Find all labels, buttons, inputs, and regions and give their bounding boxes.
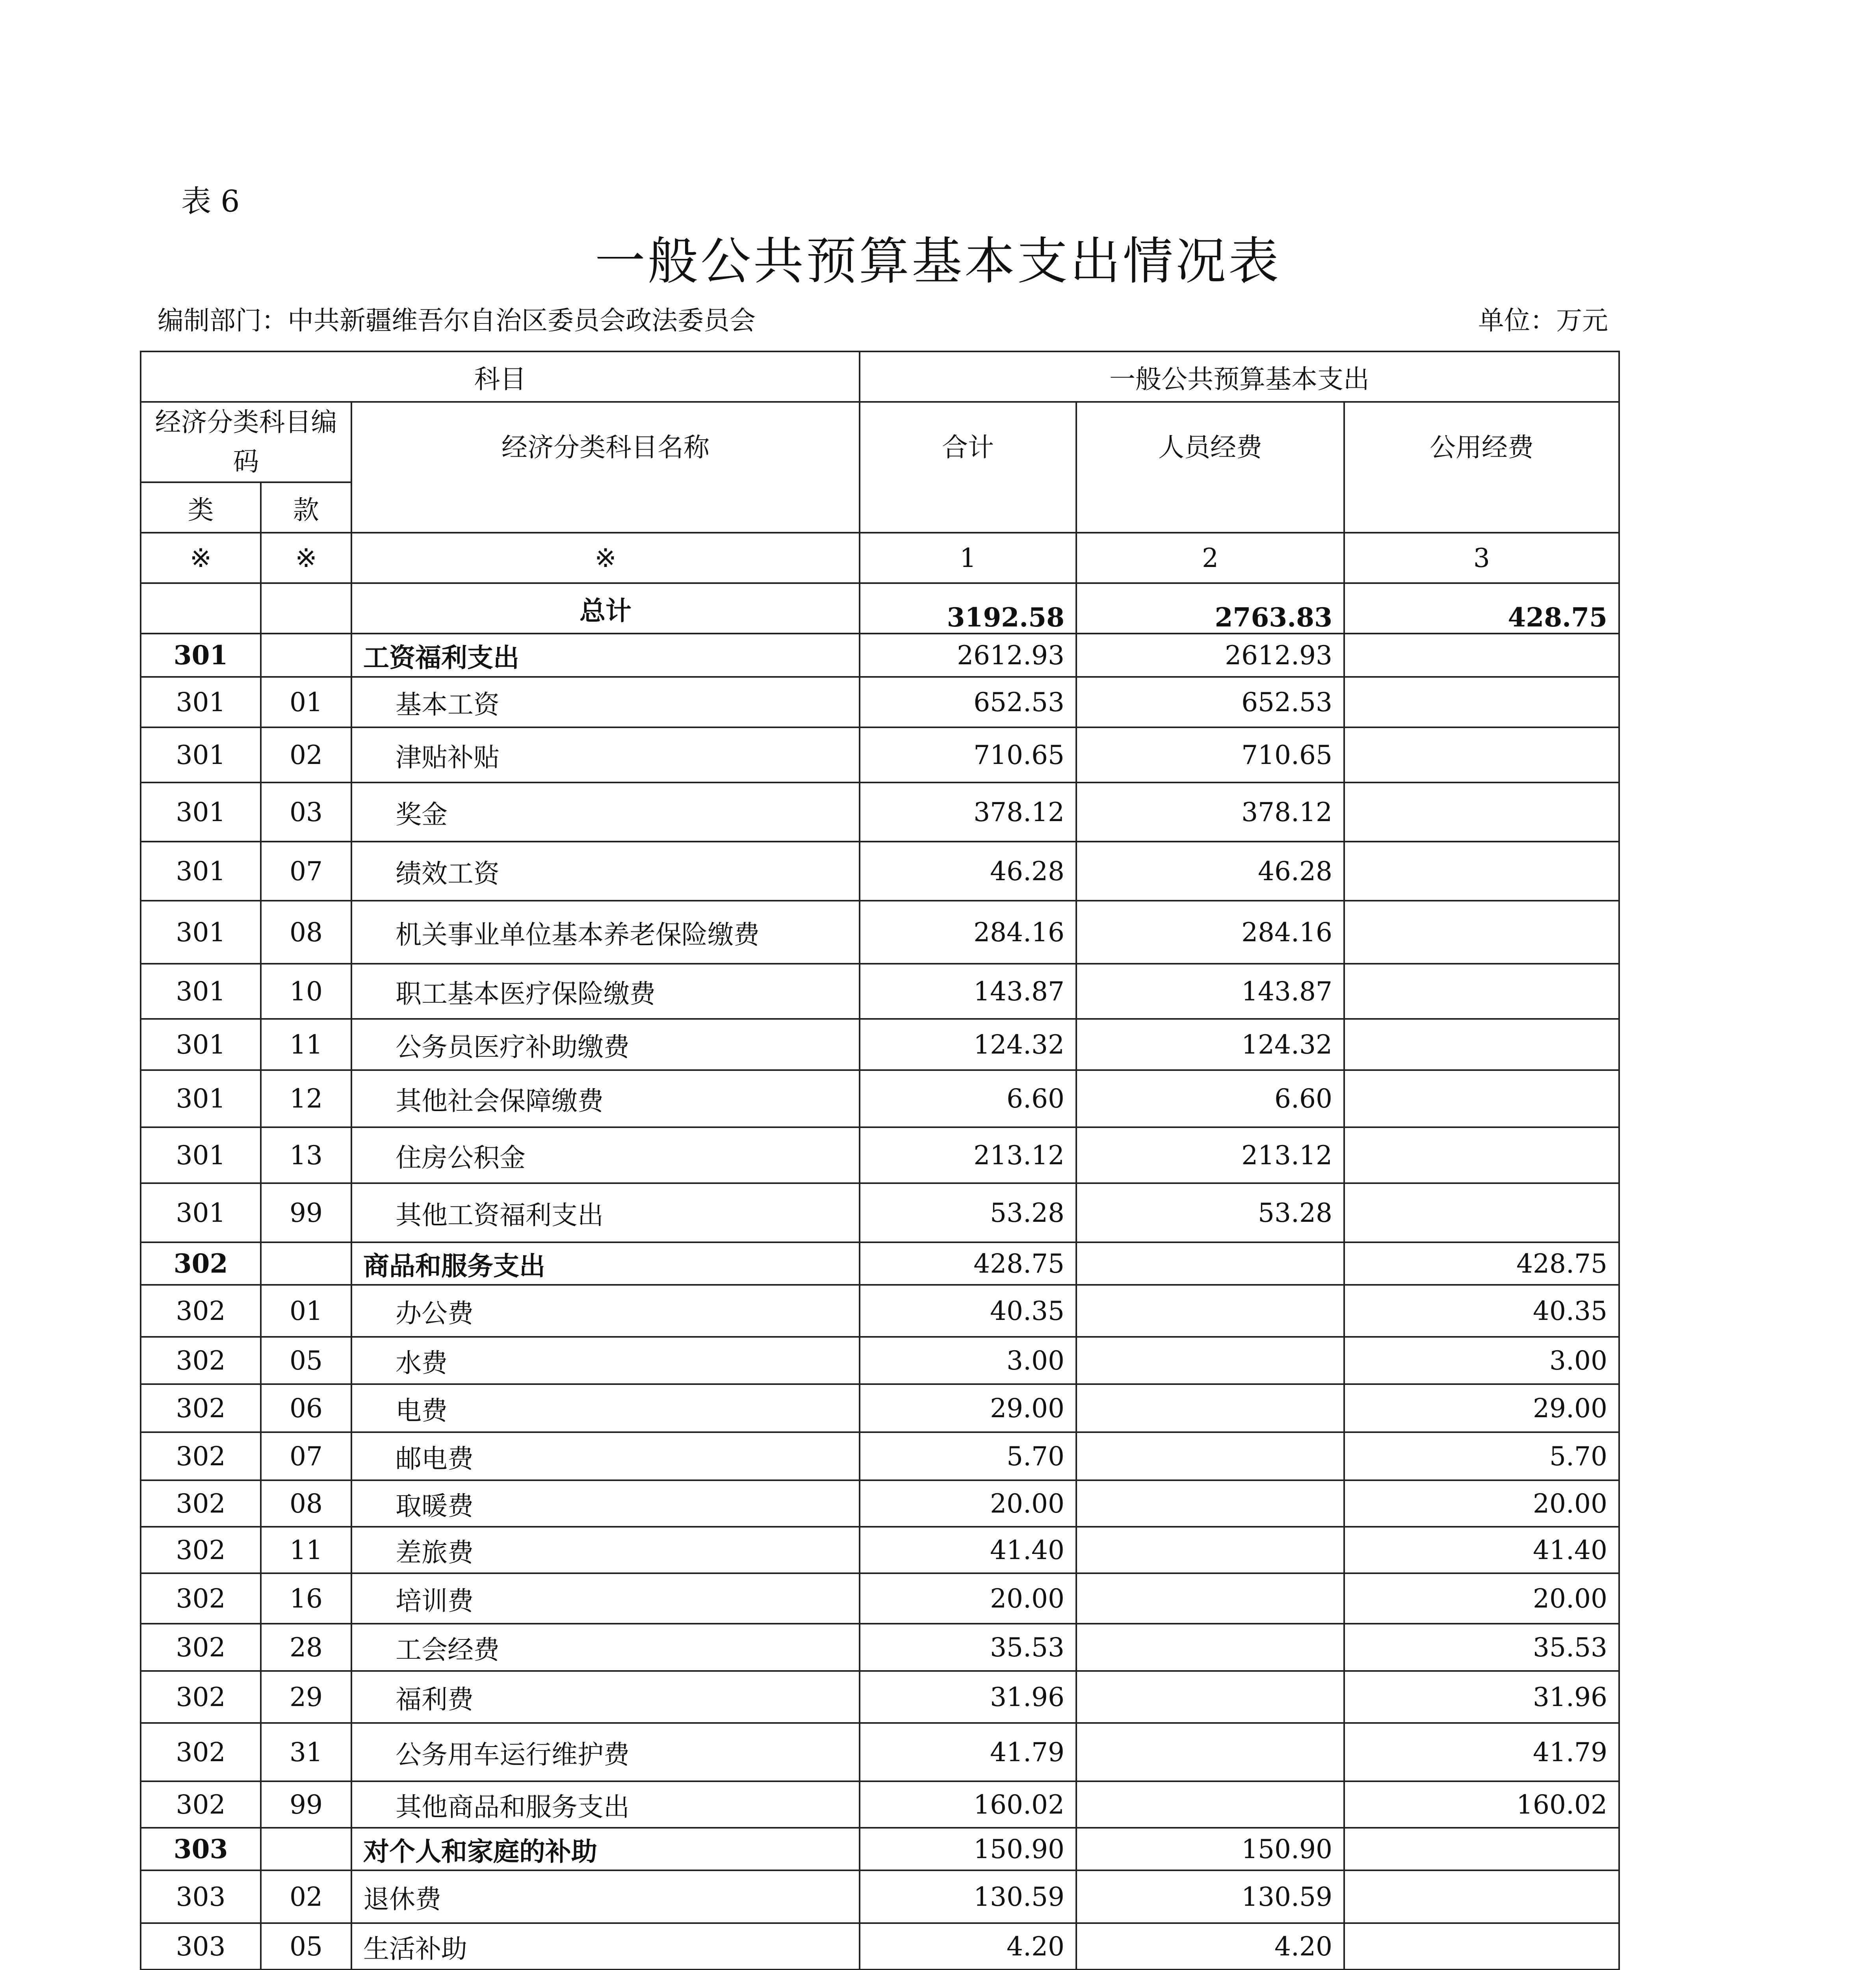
- table-row: [141, 634, 1619, 677]
- table-label: 表 6: [181, 184, 240, 219]
- index-number: 2: [1076, 533, 1344, 583]
- personnel-cell: 213.12: [1076, 1127, 1344, 1183]
- personnel-cell: [1076, 1432, 1344, 1480]
- total-cell: 160.02: [860, 1781, 1076, 1828]
- category-code-cell: 301: [141, 677, 261, 727]
- personnel-cell: 124.32: [1076, 1019, 1344, 1070]
- category-code-cell: 303: [141, 1828, 261, 1870]
- item-code-cell: 02: [261, 1870, 351, 1923]
- item-code-cell: 11: [261, 1019, 351, 1070]
- personnel-cell: [1076, 1624, 1344, 1671]
- category-code-cell: 302: [141, 1384, 261, 1432]
- total-cell: 41.79: [860, 1723, 1076, 1781]
- item-code-cell: 06: [261, 1384, 351, 1432]
- personnel-cell: 46.28: [1076, 842, 1344, 901]
- table-row: [141, 1384, 1619, 1432]
- item-code-cell: [261, 634, 351, 677]
- public-cell: [1344, 782, 1619, 842]
- total-cell: 213.12: [860, 1127, 1076, 1183]
- total-cell: 46.28: [860, 842, 1076, 901]
- name-cell: 办公费: [351, 1285, 860, 1337]
- table-row: [141, 1923, 1619, 1970]
- public-cell: 20.00: [1344, 1480, 1619, 1527]
- item-code-cell: 99: [261, 1781, 351, 1828]
- public-cell: [1344, 1870, 1619, 1923]
- public-cell: [1344, 901, 1619, 964]
- department-label: 编制部门：中共新疆维吾尔自治区委员会政法委员会: [158, 305, 756, 336]
- item-code-cell: 10: [261, 964, 351, 1019]
- table-row: [141, 1242, 1619, 1285]
- personnel-cell: [1076, 1527, 1344, 1573]
- category-code-cell: 301: [141, 1183, 261, 1242]
- item-header: 款: [261, 482, 351, 533]
- name-cell: 住房公积金: [351, 1127, 860, 1183]
- item-code-cell: 29: [261, 1671, 351, 1723]
- table-row: [141, 842, 1619, 901]
- item-code-cell: 05: [261, 1923, 351, 1970]
- total-cell: 652.53: [860, 677, 1076, 727]
- public-cell: [1344, 964, 1619, 1019]
- personnel-header: 人员经费: [1076, 402, 1344, 533]
- index-number: 1: [860, 533, 1076, 583]
- name-cell: 取暖费: [351, 1480, 860, 1527]
- personnel-cell: 4.20: [1076, 1923, 1344, 1970]
- table-row: [141, 901, 1619, 964]
- item-code-cell: 05: [261, 1337, 351, 1384]
- public-cell: 41.79: [1344, 1723, 1619, 1781]
- name-cell: 职工基本医疗保险缴费: [351, 964, 860, 1019]
- public-cell: 20.00: [1344, 1573, 1619, 1624]
- item-code-cell: 07: [261, 842, 351, 901]
- item-code-cell: 99: [261, 1183, 351, 1242]
- category-code-cell: 301: [141, 842, 261, 901]
- category-code-cell: 302: [141, 1527, 261, 1573]
- personnel-cell: 143.87: [1076, 964, 1344, 1019]
- public-cell: [1344, 677, 1619, 727]
- category-code-cell: 301: [141, 1127, 261, 1183]
- table-row: [141, 727, 1619, 782]
- personnel-cell: [1076, 1480, 1344, 1527]
- total-cell: 40.35: [860, 1285, 1076, 1337]
- header-row-1: [141, 351, 1619, 402]
- index-mark: ※: [261, 533, 351, 583]
- item-code-cell: 01: [261, 677, 351, 727]
- personnel-cell: [1076, 1285, 1344, 1337]
- category-code-cell: 302: [141, 1285, 261, 1337]
- personnel-cell: [1076, 1781, 1344, 1828]
- empty-cell: [141, 583, 261, 634]
- name-cell: 福利费: [351, 1671, 860, 1723]
- item-code-cell: 13: [261, 1127, 351, 1183]
- item-code-cell: 02: [261, 727, 351, 782]
- index-mark: ※: [141, 533, 261, 583]
- category-code-cell: 302: [141, 1624, 261, 1671]
- table-row: [141, 1480, 1619, 1527]
- total-cell: 20.00: [860, 1480, 1076, 1527]
- index-row: [141, 533, 1619, 583]
- table-row: [141, 1624, 1619, 1671]
- total-cell: 710.65: [860, 727, 1076, 782]
- public-cell: 40.35: [1344, 1285, 1619, 1337]
- public-cell: [1344, 727, 1619, 782]
- category-code-cell: 302: [141, 1573, 261, 1624]
- personnel-cell: 53.28: [1076, 1183, 1344, 1242]
- code-group-header: 经济分类科目编码: [141, 402, 351, 482]
- public-cell: 428.75: [1344, 1242, 1619, 1285]
- personnel-cell: 710.65: [1076, 727, 1344, 782]
- personnel-cell: 378.12: [1076, 782, 1344, 842]
- name-header: 经济分类科目名称: [351, 402, 860, 533]
- page-title: 一般公共预算基本支出情况表: [594, 232, 1281, 291]
- personnel-cell: [1076, 1671, 1344, 1723]
- name-cell: 其他工资福利支出: [351, 1183, 860, 1242]
- item-code-cell: 08: [261, 1480, 351, 1527]
- public-cell: 35.53: [1344, 1624, 1619, 1671]
- total-cell: 143.87: [860, 964, 1076, 1019]
- personnel-cell: [1076, 1337, 1344, 1384]
- name-cell: 机关事业单位基本养老保险缴费: [351, 901, 860, 964]
- category-code-cell: 301: [141, 727, 261, 782]
- category-code-cell: 301: [141, 634, 261, 677]
- name-cell: 对个人和家庭的补助: [351, 1828, 860, 1870]
- table-row: [141, 1723, 1619, 1781]
- category-code-cell: 302: [141, 1723, 261, 1781]
- category-code-cell: 303: [141, 1923, 261, 1970]
- name-cell: 商品和服务支出: [351, 1242, 860, 1285]
- total-cell: 378.12: [860, 782, 1076, 842]
- category-header: 类: [141, 482, 261, 533]
- total-cell: 130.59: [860, 1870, 1076, 1923]
- table-row: [141, 782, 1619, 842]
- personnel-cell: [1076, 1723, 1344, 1781]
- total-cell: 4.20: [860, 1923, 1076, 1970]
- item-code-cell: 01: [261, 1285, 351, 1337]
- personnel-cell: 6.60: [1076, 1070, 1344, 1127]
- name-cell: 退休费: [351, 1870, 860, 1923]
- table-row: [141, 1828, 1619, 1870]
- name-cell: 其他社会保障缴费: [351, 1070, 860, 1127]
- item-code-cell: 07: [261, 1432, 351, 1480]
- table-row: [141, 1019, 1619, 1070]
- name-cell: 奖金: [351, 782, 860, 842]
- personnel-cell: 130.59: [1076, 1870, 1344, 1923]
- category-code-cell: 301: [141, 964, 261, 1019]
- item-code-cell: 03: [261, 782, 351, 842]
- public-cell: 5.70: [1344, 1432, 1619, 1480]
- table-row: [141, 1285, 1619, 1337]
- total-cell: 41.40: [860, 1527, 1076, 1573]
- category-code-cell: 302: [141, 1781, 261, 1828]
- total-public: 428.75: [1344, 583, 1619, 634]
- total-cell: 53.28: [860, 1183, 1076, 1242]
- item-code-cell: 08: [261, 901, 351, 964]
- total-cell: 284.16: [860, 901, 1076, 964]
- public-cell: [1344, 634, 1619, 677]
- category-code-cell: 302: [141, 1671, 261, 1723]
- table-row: [141, 1183, 1619, 1242]
- category-code-cell: 303: [141, 1870, 261, 1923]
- public-cell: 3.00: [1344, 1337, 1619, 1384]
- total-sum: 3192.58: [860, 583, 1076, 634]
- personnel-cell: 150.90: [1076, 1828, 1344, 1870]
- name-cell: 差旅费: [351, 1527, 860, 1573]
- subject-header: 科目: [141, 351, 860, 402]
- name-cell: 公务员医疗补助缴费: [351, 1019, 860, 1070]
- personnel-cell: 2612.93: [1076, 634, 1344, 677]
- name-cell: 培训费: [351, 1573, 860, 1624]
- name-cell: 电费: [351, 1384, 860, 1432]
- total-label: 总计: [351, 583, 860, 634]
- public-cell: [1344, 1828, 1619, 1870]
- personnel-cell: 284.16: [1076, 901, 1344, 964]
- total-cell: 29.00: [860, 1384, 1076, 1432]
- public-cell: [1344, 1183, 1619, 1242]
- personnel-cell: [1076, 1573, 1344, 1624]
- total-cell: 6.60: [860, 1070, 1076, 1127]
- total-cell: 3.00: [860, 1337, 1076, 1384]
- item-code-cell: 31: [261, 1723, 351, 1781]
- total-cell: 124.32: [860, 1019, 1076, 1070]
- public-cell: 160.02: [1344, 1781, 1619, 1828]
- public-cell: [1344, 1019, 1619, 1070]
- total-cell: 35.53: [860, 1624, 1076, 1671]
- table-row: [141, 964, 1619, 1019]
- category-code-cell: 301: [141, 1070, 261, 1127]
- category-code-cell: 301: [141, 901, 261, 964]
- item-code-cell: 12: [261, 1070, 351, 1127]
- name-cell: 生活补助: [351, 1923, 860, 1970]
- name-cell: 水费: [351, 1337, 860, 1384]
- item-code-cell: 16: [261, 1573, 351, 1624]
- category-code-cell: 302: [141, 1480, 261, 1527]
- budget-group-header: 一般公共预算基本支出: [860, 351, 1619, 402]
- public-cell: 41.40: [1344, 1527, 1619, 1573]
- header-row-2: [141, 402, 1619, 482]
- name-cell: 工会经费: [351, 1624, 860, 1671]
- personnel-cell: 652.53: [1076, 677, 1344, 727]
- index-mark: ※: [351, 533, 860, 583]
- name-cell: 基本工资: [351, 677, 860, 727]
- table-row: [141, 1671, 1619, 1723]
- category-code-cell: 301: [141, 782, 261, 842]
- table-row: [141, 677, 1619, 727]
- total-row: [141, 583, 1619, 634]
- index-number: 3: [1344, 533, 1619, 583]
- total-personnel: 2763.83: [1076, 583, 1344, 634]
- category-code-cell: 302: [141, 1242, 261, 1285]
- total-cell: 20.00: [860, 1573, 1076, 1624]
- name-cell: 公务用车运行维护费: [351, 1723, 860, 1781]
- total-cell: 2612.93: [860, 634, 1076, 677]
- budget-table: [140, 351, 1620, 1970]
- table-row: [141, 1573, 1619, 1624]
- total-cell: 5.70: [860, 1432, 1076, 1480]
- name-cell: 邮电费: [351, 1432, 860, 1480]
- unit-label: 单位：万元: [1478, 305, 1608, 336]
- public-cell: [1344, 842, 1619, 901]
- item-code-cell: [261, 1242, 351, 1285]
- table-row: [141, 1527, 1619, 1573]
- public-cell: [1344, 1923, 1619, 1970]
- public-cell: [1344, 1070, 1619, 1127]
- name-cell: 津贴补贴: [351, 727, 860, 782]
- item-code-cell: 11: [261, 1527, 351, 1573]
- name-cell: 工资福利支出: [351, 634, 860, 677]
- item-code-cell: [261, 1828, 351, 1870]
- public-cell: [1344, 1127, 1619, 1183]
- category-code-cell: 302: [141, 1337, 261, 1384]
- item-code-cell: 28: [261, 1624, 351, 1671]
- total-cell: 150.90: [860, 1828, 1076, 1870]
- empty-cell: [261, 583, 351, 634]
- table-row: [141, 1781, 1619, 1828]
- public-header: 公用经费: [1344, 402, 1619, 533]
- total-cell: 428.75: [860, 1242, 1076, 1285]
- personnel-cell: [1076, 1384, 1344, 1432]
- table-row: [141, 1070, 1619, 1127]
- table-row: [141, 1337, 1619, 1384]
- table-row: [141, 1127, 1619, 1183]
- table-row: [141, 1432, 1619, 1480]
- category-code-cell: 302: [141, 1432, 261, 1480]
- category-code-cell: 301: [141, 1019, 261, 1070]
- total-header: 合计: [860, 402, 1076, 533]
- public-cell: 31.96: [1344, 1671, 1619, 1723]
- name-cell: 绩效工资: [351, 842, 860, 901]
- personnel-cell: [1076, 1242, 1344, 1285]
- table-row: [141, 1870, 1619, 1923]
- name-cell: 其他商品和服务支出: [351, 1781, 860, 1828]
- total-cell: 31.96: [860, 1671, 1076, 1723]
- public-cell: 29.00: [1344, 1384, 1619, 1432]
